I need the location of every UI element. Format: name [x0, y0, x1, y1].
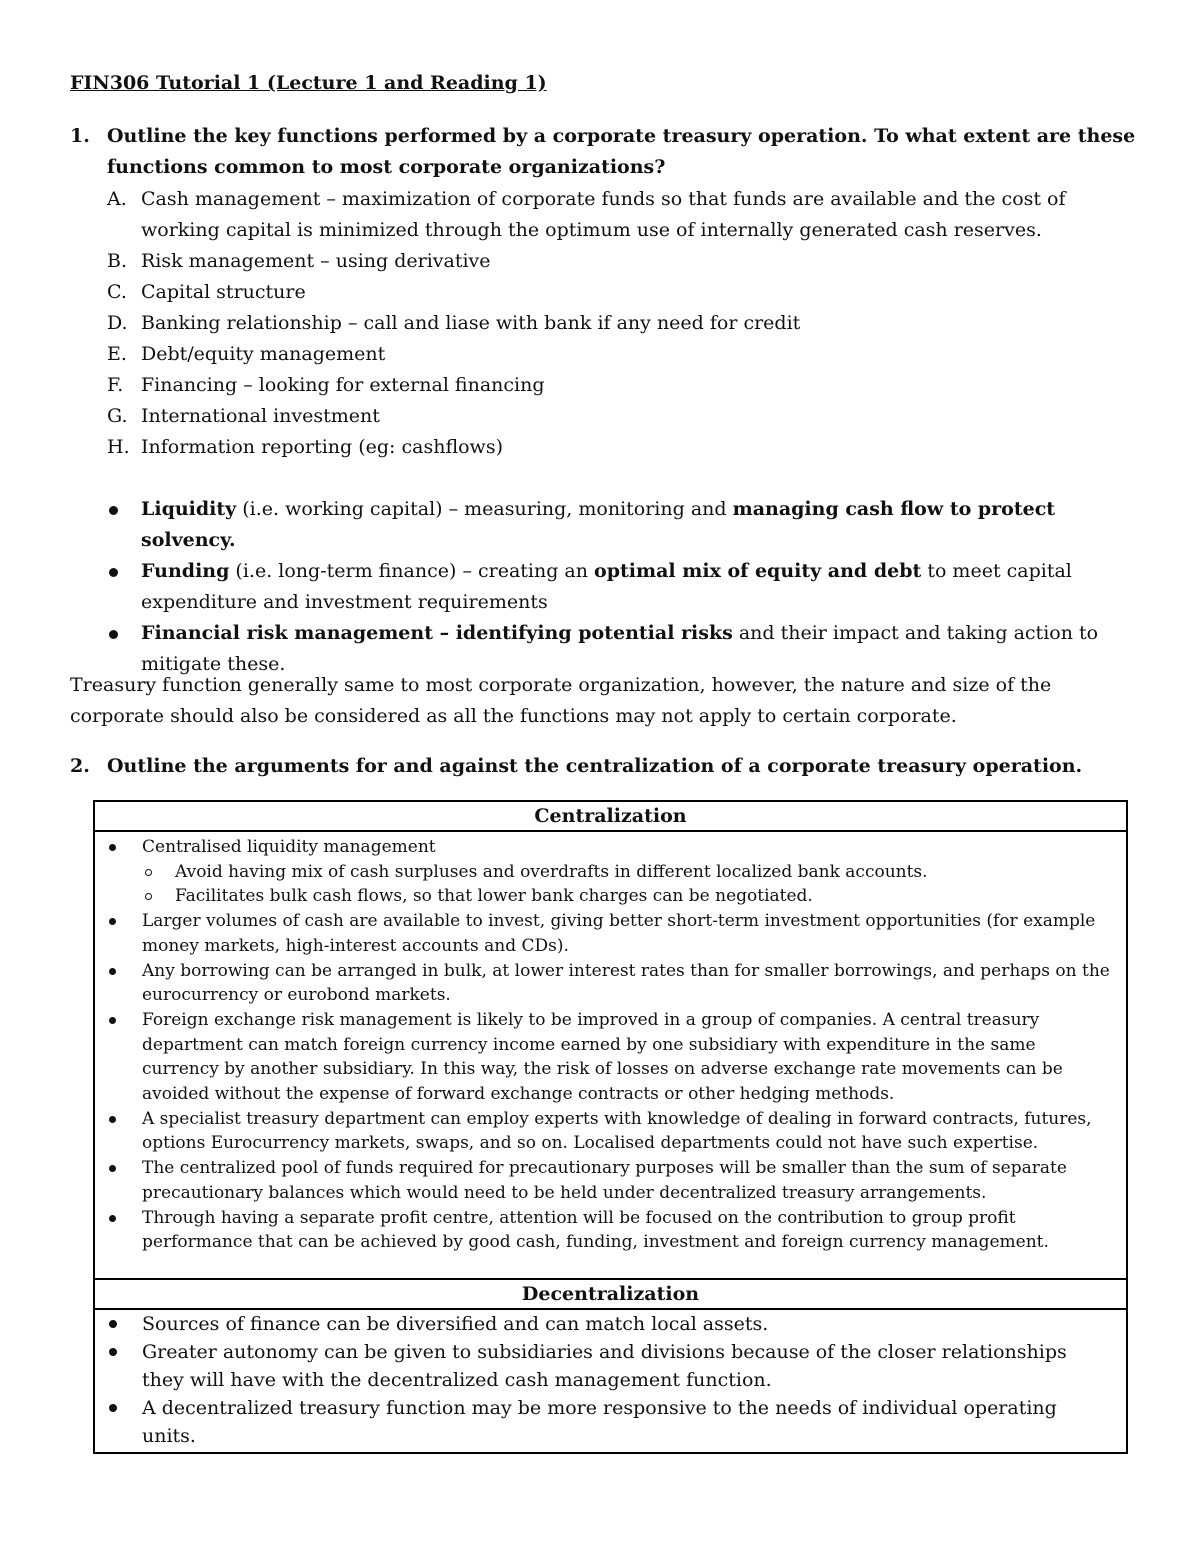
- bullet-bold-phrase: managing cash flow to protect solvency.: [141, 498, 1056, 551]
- list-item: Through having a separate profit centre, attention will be focused on the contribution to group profit performance that can be achieved by good cash, funding, investment and foreign currency management.: [95, 1206, 1114, 1255]
- list-item: [107, 370, 1137, 401]
- list-item-text: Capital structure: [141, 281, 306, 303]
- question-2: [70, 751, 1137, 782]
- list-item-text: International investment: [141, 405, 380, 427]
- bullet-text: (i.e. long-term finance) – creating an: [229, 560, 595, 582]
- bullet-bold-term: Financial risk management – identifying potential risks: [141, 622, 733, 644]
- bullet-item: [107, 494, 1137, 556]
- sub-list-item: Avoid having mix of cash surpluses and overdrafts in different localized bank accounts.: [142, 860, 1114, 885]
- list-item-text: Information reporting (eg: cashflows): [141, 436, 503, 458]
- list-item: [107, 339, 1137, 370]
- decentralization-cell: [94, 1309, 1127, 1453]
- list-letter: C.: [107, 281, 127, 303]
- arguments-table: [93, 800, 1128, 1454]
- list-item: [107, 401, 1137, 432]
- decentralization-list: [95, 1310, 1126, 1452]
- centralization-list: [95, 832, 1126, 1278]
- document-title: FIN306 Tutorial 1 (Lecture 1 and Reading 1): [70, 72, 547, 94]
- list-item-text: Debt/equity management: [141, 343, 386, 365]
- question-1: [70, 121, 1137, 183]
- question-1-text: Outline the key functions performed by a corporate treasury operation. To what extent are these functions common to most corporate organizations?: [107, 125, 1136, 178]
- list-item: [107, 432, 1137, 463]
- list-item-text: Banking relationship – call and liase with bank if any need for credit: [141, 312, 801, 334]
- bullet-text: (i.e. working capital) – measuring, monitoring and: [236, 498, 733, 520]
- list-item: [107, 184, 1137, 246]
- question-2-text: Outline the arguments for and against the centralization of a corporate treasury operation.: [107, 755, 1083, 777]
- list-item: A specialist treasury department can employ experts with knowledge of dealing in forward contracts, futures, options Eurocurrency markets, swaps, and so on. Localised departments could not have such expertise.: [95, 1107, 1114, 1156]
- list-letter: E.: [107, 343, 127, 365]
- list-letter: G.: [107, 405, 128, 427]
- list-letter: D.: [107, 312, 128, 334]
- bullet-item: [107, 556, 1137, 618]
- list-letter: A.: [107, 188, 127, 210]
- list-item: [95, 835, 1114, 909]
- list-item: Greater autonomy can be given to subsidiaries and divisions because of the closer relationships they will have with the decentralized cash management function.: [95, 1338, 1114, 1394]
- list-item: [107, 277, 1137, 308]
- centralization-heading: Centralization: [94, 801, 1127, 831]
- bullet-text-tail: to meet capital expenditure and investment requirements: [141, 560, 1072, 613]
- list-item: Any borrowing can be arranged in bulk, at lower interest rates than for smaller borrowings, and perhaps on the eurocurrency or eurobond markets.: [95, 959, 1114, 1008]
- conclusion-paragraph: Treasury function generally same to most corporate organization, however, the nature and size of the corporate should also be considered as all the functions may not apply to certain corporate.: [70, 674, 1052, 727]
- list-item-text: Financing – looking for external financing: [141, 374, 545, 396]
- list-item: Larger volumes of cash are available to invest, giving better short-term investment opportunities (for example money markets, high-interest accounts and CDs).: [95, 909, 1114, 958]
- list-item: [107, 246, 1137, 277]
- list-item-text: Risk management – using derivative: [141, 250, 491, 272]
- function-list: [107, 184, 1137, 463]
- sub-list-item: Facilitates bulk cash flows, so that lower bank charges can be negotiated.: [142, 884, 1114, 909]
- list-item: A decentralized treasury function may be more responsive to the needs of individual operating units.: [95, 1394, 1114, 1450]
- bullet-text: and their impact and taking action to mitigate these.: [141, 622, 1099, 675]
- list-item: Sources of finance can be diversified and can match local assets.: [95, 1310, 1114, 1338]
- list-item: The centralized pool of funds required for precautionary purposes will be smaller than the sum of separate precautionary balances which would need to be held under decentralized treasury arrangements.: [95, 1156, 1114, 1205]
- treasury-role-bullets: [107, 494, 1137, 680]
- question-1-number: 1.: [70, 125, 90, 147]
- bullet-bold-term: Liquidity: [141, 498, 237, 520]
- question-2-number: 2.: [70, 755, 90, 777]
- bullet-bold-term: Funding: [141, 560, 230, 582]
- list-letter: B.: [107, 250, 128, 272]
- centralization-cell: [94, 831, 1127, 1279]
- sub-list: [142, 860, 1114, 909]
- list-item: [107, 308, 1137, 339]
- bullet-bold-phrase: optimal mix of equity and debt: [594, 560, 922, 582]
- list-letter: F.: [107, 374, 124, 396]
- list-letter: H.: [107, 436, 130, 458]
- decentralization-heading: Decentralization: [94, 1279, 1127, 1309]
- list-item: Foreign exchange risk management is likely to be improved in a group of companies. A central treasury department can match foreign currency income earned by one subsidiary with expenditure in the same currency by another subsidiary. In this way, the risk of losses on adverse exchange rate movements can be avoided without the expense of forward exchange contracts or other hedging methods.: [95, 1008, 1114, 1107]
- list-item-text: Centralised liquidity management: [142, 837, 436, 857]
- list-item-text: Cash management – maximization of corporate funds so that funds are available and the cost of working capital is minimized through the optimum use of internally generated cash reserves.: [141, 188, 1066, 241]
